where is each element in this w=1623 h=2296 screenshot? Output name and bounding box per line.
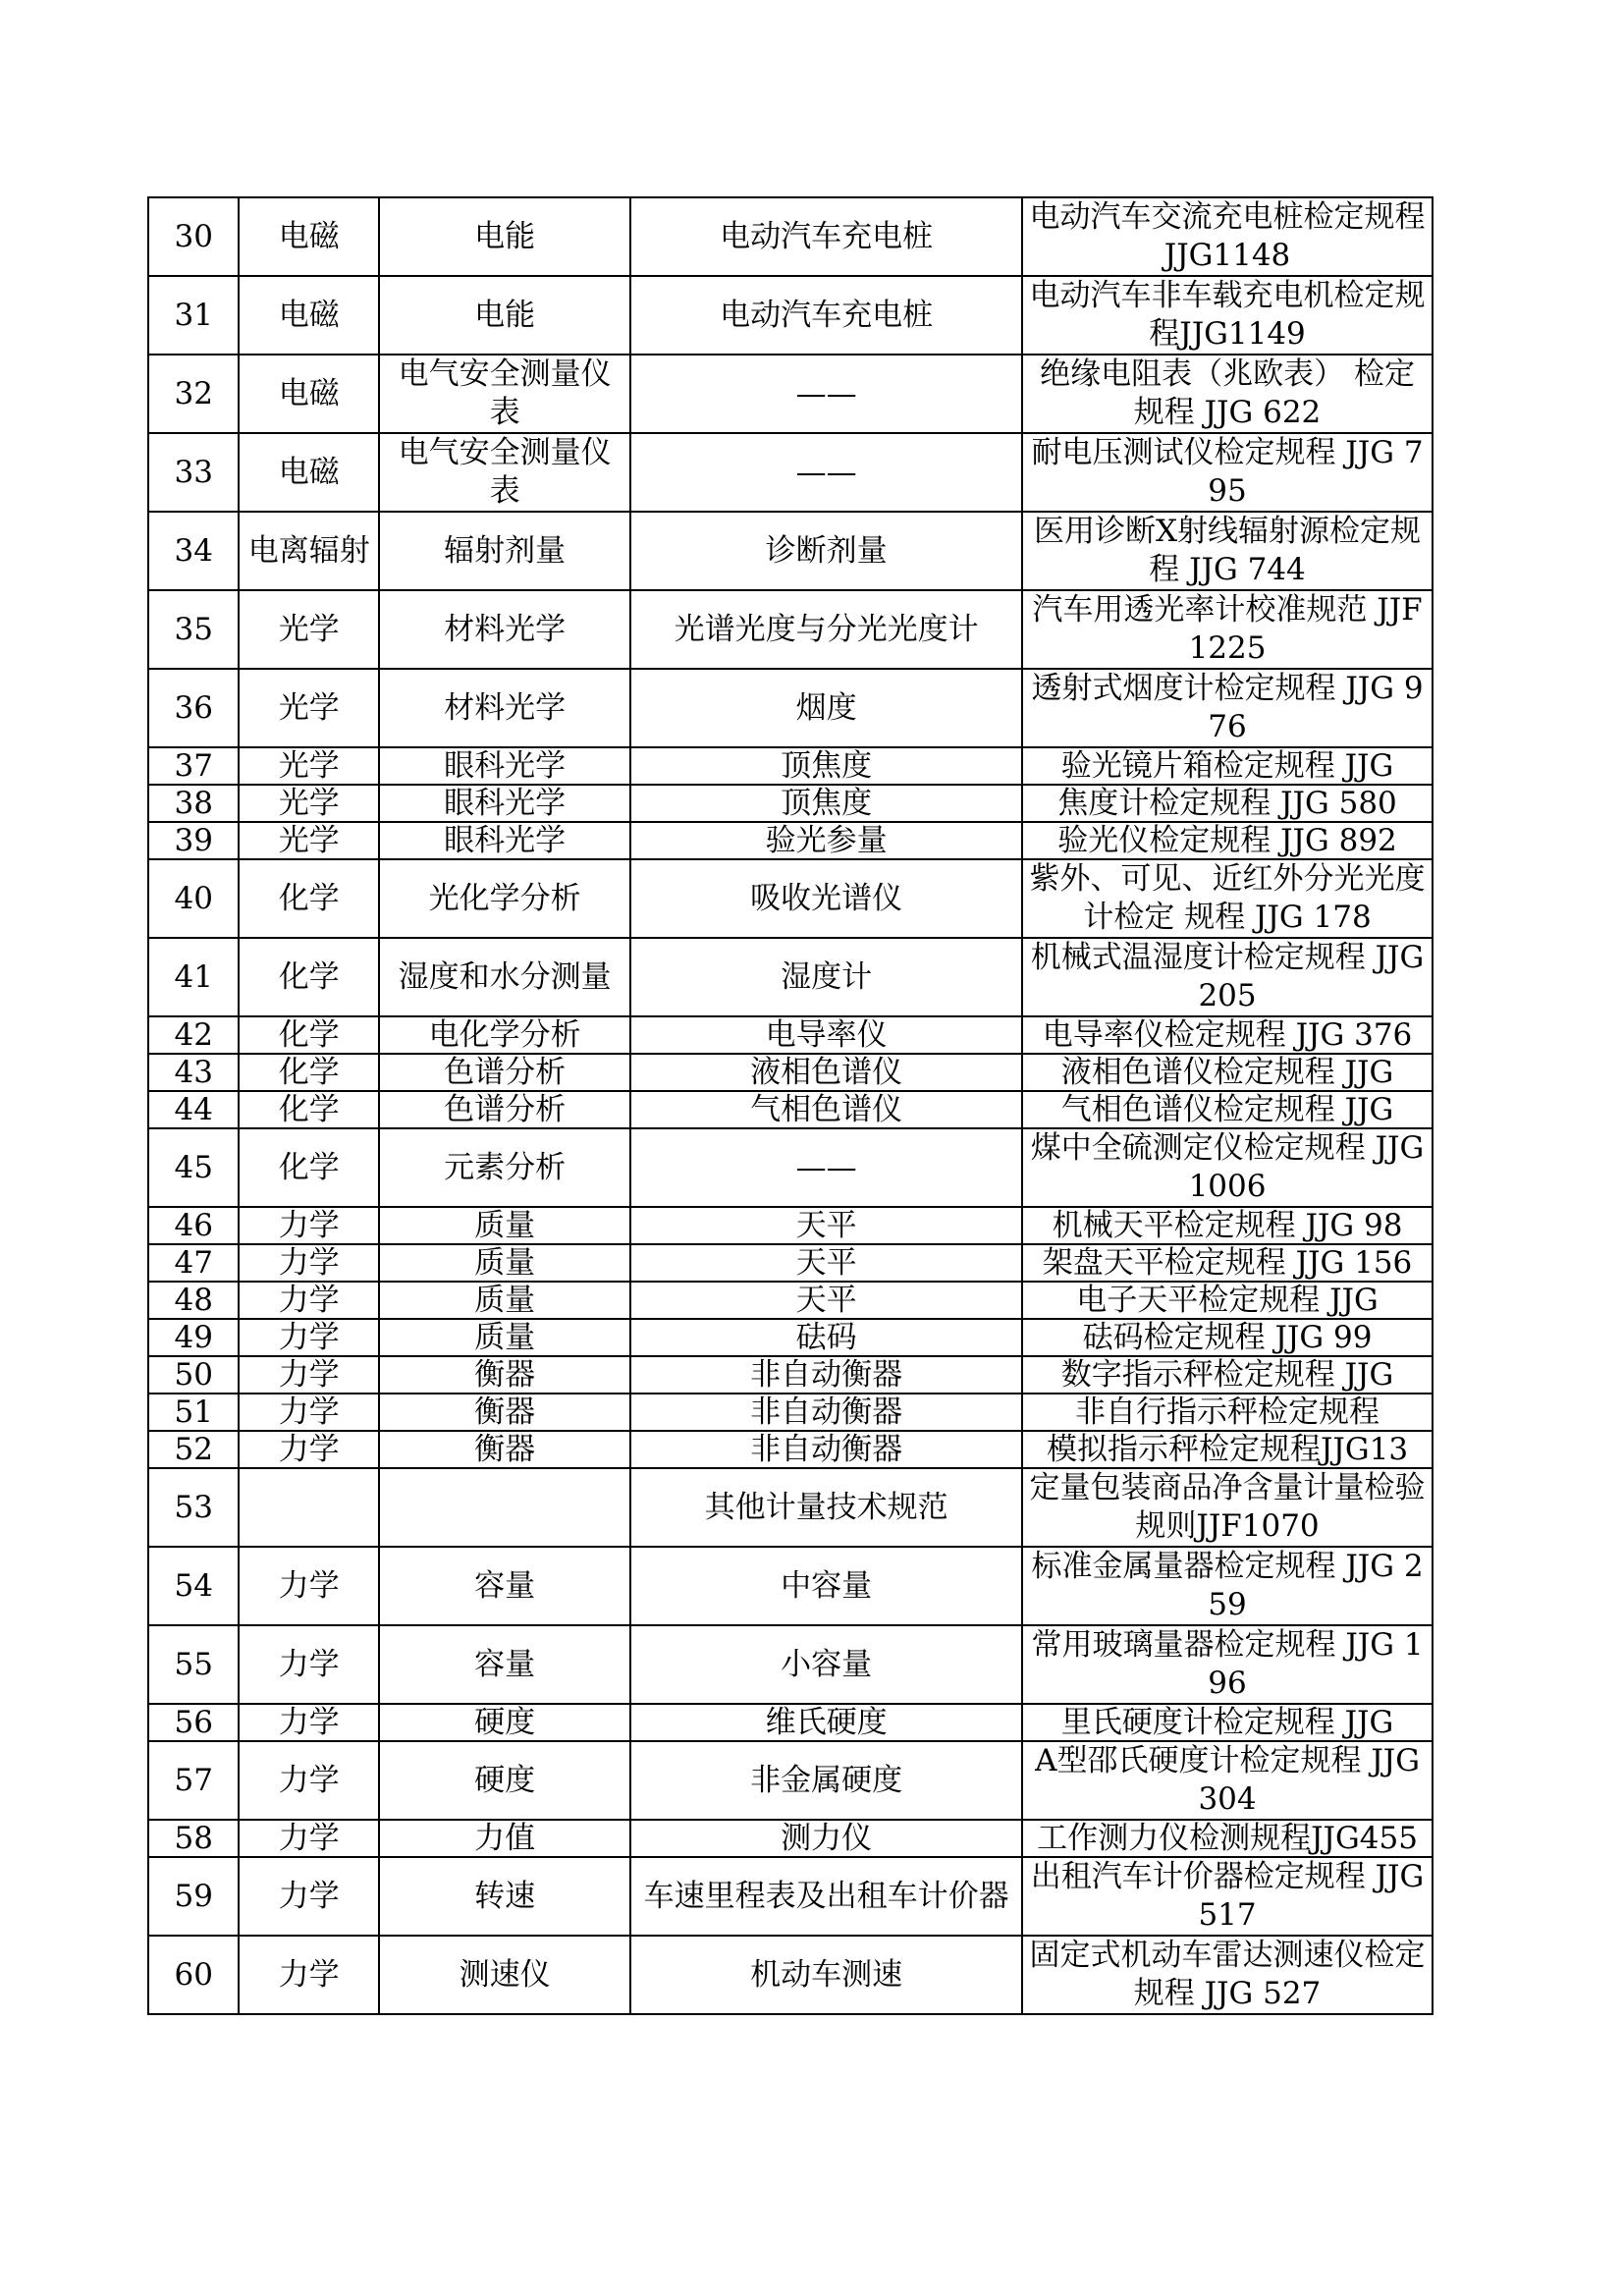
field-cell: 光学 xyxy=(239,747,379,785)
item-cell: 维氏硬度 xyxy=(630,1704,1022,1741)
field-cell: 光学 xyxy=(239,669,379,747)
table-row xyxy=(148,433,1433,512)
table-row xyxy=(148,1054,1433,1091)
row-number-cell: 32 xyxy=(148,355,239,433)
field-cell: 力学 xyxy=(239,1741,379,1820)
field-cell: 化学 xyxy=(239,1054,379,1091)
field-cell: 化学 xyxy=(239,1016,379,1054)
field-cell: 力学 xyxy=(239,1244,379,1282)
item-cell: 烟度 xyxy=(630,669,1022,747)
item-cell: 天平 xyxy=(630,1244,1022,1282)
field-cell: 化学 xyxy=(239,859,379,938)
table-row xyxy=(148,1468,1433,1547)
category-cell: 电能 xyxy=(379,276,630,355)
category-cell: 转速 xyxy=(379,1857,630,1936)
item-cell: 湿度计 xyxy=(630,938,1022,1016)
item-cell: —— xyxy=(630,355,1022,433)
verification-spec-table xyxy=(147,196,1434,2015)
table-row xyxy=(148,1936,1433,2014)
category-cell: 眼科光学 xyxy=(379,785,630,822)
field-cell: 化学 xyxy=(239,1091,379,1128)
spec-cell: 汽车用透光率计校准规范 JJF 1225 xyxy=(1022,590,1433,669)
table-row xyxy=(148,1356,1433,1394)
table-row xyxy=(148,512,1433,590)
category-cell: 材料光学 xyxy=(379,590,630,669)
table-row xyxy=(148,1704,1433,1741)
row-number-cell: 56 xyxy=(148,1704,239,1741)
table-row xyxy=(148,1282,1433,1319)
item-cell: 液相色谱仪 xyxy=(630,1054,1022,1091)
item-cell: 非自动衡器 xyxy=(630,1431,1022,1468)
table-row xyxy=(148,1091,1433,1128)
row-number-cell: 49 xyxy=(148,1319,239,1356)
table-row xyxy=(148,1431,1433,1468)
row-number-cell: 40 xyxy=(148,859,239,938)
spec-cell: 数字指示秤检定规程 JJG xyxy=(1022,1356,1433,1394)
field-cell: 力学 xyxy=(239,1282,379,1319)
item-cell: 非自动衡器 xyxy=(630,1394,1022,1431)
item-cell: 诊断剂量 xyxy=(630,512,1022,590)
category-cell: 测速仪 xyxy=(379,1936,630,2014)
row-number-cell: 38 xyxy=(148,785,239,822)
row-number-cell: 53 xyxy=(148,1468,239,1547)
category-cell: 电气安全测量仪表 xyxy=(379,433,630,512)
table-row xyxy=(148,276,1433,355)
field-cell: 光学 xyxy=(239,590,379,669)
row-number-cell: 30 xyxy=(148,197,239,276)
row-number-cell: 50 xyxy=(148,1356,239,1394)
field-cell: 力学 xyxy=(239,1936,379,2014)
field-cell: 光学 xyxy=(239,822,379,859)
category-cell: 容量 xyxy=(379,1547,630,1625)
field-cell: 力学 xyxy=(239,1704,379,1741)
field-cell: 力学 xyxy=(239,1356,379,1394)
spec-cell: 机械式温湿度计检定规程 JJG 205 xyxy=(1022,938,1433,1016)
item-cell: 电动汽车充电桩 xyxy=(630,276,1022,355)
row-number-cell: 37 xyxy=(148,747,239,785)
row-number-cell: 41 xyxy=(148,938,239,1016)
row-number-cell: 36 xyxy=(148,669,239,747)
item-cell: 砝码 xyxy=(630,1319,1022,1356)
category-cell: 电化学分析 xyxy=(379,1016,630,1054)
item-cell: 车速里程表及出租车计价器 xyxy=(630,1857,1022,1936)
category-cell: 容量 xyxy=(379,1625,630,1704)
item-cell: 天平 xyxy=(630,1207,1022,1244)
item-cell: 光谱光度与分光光度计 xyxy=(630,590,1022,669)
spec-cell: 煤中全硫测定仪检定规程 JJG 1006 xyxy=(1022,1128,1433,1207)
spec-cell: 固定式机动车雷达测速仪检定规程 JJG 527 xyxy=(1022,1936,1433,2014)
row-number-cell: 33 xyxy=(148,433,239,512)
item-cell: —— xyxy=(630,433,1022,512)
category-cell: 质量 xyxy=(379,1244,630,1282)
category-cell: 色谱分析 xyxy=(379,1091,630,1128)
field-cell: 光学 xyxy=(239,785,379,822)
category-cell: 光化学分析 xyxy=(379,859,630,938)
item-cell: 小容量 xyxy=(630,1625,1022,1704)
table-row xyxy=(148,197,1433,276)
spec-cell: 气相色谱仪检定规程 JJG xyxy=(1022,1091,1433,1128)
item-cell: 非自动衡器 xyxy=(630,1356,1022,1394)
item-cell: 电导率仪 xyxy=(630,1016,1022,1054)
table-row xyxy=(148,1625,1433,1704)
spec-cell: 架盘天平检定规程 JJG 156 xyxy=(1022,1244,1433,1282)
table-row xyxy=(148,859,1433,938)
category-cell: 衡器 xyxy=(379,1394,630,1431)
row-number-cell: 51 xyxy=(148,1394,239,1431)
spec-cell: 常用玻璃量器检定规程 JJG 196 xyxy=(1022,1625,1433,1704)
item-cell: —— xyxy=(630,1128,1022,1207)
row-number-cell: 44 xyxy=(148,1091,239,1128)
table-row xyxy=(148,1394,1433,1431)
item-cell: 天平 xyxy=(630,1282,1022,1319)
table-body xyxy=(148,197,1433,2014)
spec-cell: 电导率仪检定规程 JJG 376 xyxy=(1022,1016,1433,1054)
spec-cell: 电动汽车交流充电桩检定规程JJG1148 xyxy=(1022,197,1433,276)
spec-cell: 模拟指示秤检定规程JJG13 xyxy=(1022,1431,1433,1468)
table-row xyxy=(148,669,1433,747)
spec-cell: 出租汽车计价器检定规程 JJG 517 xyxy=(1022,1857,1433,1936)
table-row xyxy=(148,1016,1433,1054)
row-number-cell: 57 xyxy=(148,1741,239,1820)
spec-cell: 验光仪检定规程 JJG 892 xyxy=(1022,822,1433,859)
category-cell: 质量 xyxy=(379,1207,630,1244)
spec-cell: 焦度计检定规程 JJG 580 xyxy=(1022,785,1433,822)
row-number-cell: 55 xyxy=(148,1625,239,1704)
spec-cell: 标准金属量器检定规程 JJG 259 xyxy=(1022,1547,1433,1625)
category-cell: 质量 xyxy=(379,1282,630,1319)
spec-cell: 电子天平检定规程 JJG xyxy=(1022,1282,1433,1319)
row-number-cell: 46 xyxy=(148,1207,239,1244)
item-cell: 机动车测速 xyxy=(630,1936,1022,2014)
spec-cell: 透射式烟度计检定规程 JJG 976 xyxy=(1022,669,1433,747)
table-row xyxy=(148,1244,1433,1282)
item-cell: 吸收光谱仪 xyxy=(630,859,1022,938)
item-cell: 中容量 xyxy=(630,1547,1022,1625)
spec-cell: 机械天平检定规程 JJG 98 xyxy=(1022,1207,1433,1244)
field-cell: 电磁 xyxy=(239,355,379,433)
category-cell: 衡器 xyxy=(379,1431,630,1468)
category-cell: 眼科光学 xyxy=(379,822,630,859)
row-number-cell: 31 xyxy=(148,276,239,355)
row-number-cell: 43 xyxy=(148,1054,239,1091)
category-cell: 辐射剂量 xyxy=(379,512,630,590)
field-cell: 电磁 xyxy=(239,197,379,276)
field-cell: 电磁 xyxy=(239,276,379,355)
category-cell: 力值 xyxy=(379,1820,630,1857)
spec-cell: 里氏硬度计检定规程 JJG xyxy=(1022,1704,1433,1741)
field-cell: 化学 xyxy=(239,938,379,1016)
table-row xyxy=(148,785,1433,822)
field-cell: 力学 xyxy=(239,1820,379,1857)
table-row xyxy=(148,1820,1433,1857)
category-cell: 材料光学 xyxy=(379,669,630,747)
row-number-cell: 42 xyxy=(148,1016,239,1054)
category-cell: 电气安全测量仪表 xyxy=(379,355,630,433)
item-cell: 验光参量 xyxy=(630,822,1022,859)
item-cell: 非金属硬度 xyxy=(630,1741,1022,1820)
table-row xyxy=(148,822,1433,859)
field-cell: 化学 xyxy=(239,1128,379,1207)
field-cell: 力学 xyxy=(239,1319,379,1356)
field-cell: 力学 xyxy=(239,1394,379,1431)
field-cell: 电磁 xyxy=(239,433,379,512)
row-number-cell: 47 xyxy=(148,1244,239,1282)
field-cell: 力学 xyxy=(239,1625,379,1704)
field-cell xyxy=(239,1468,379,1547)
category-cell: 元素分析 xyxy=(379,1128,630,1207)
spec-cell: 耐电压测试仪检定规程 JJG 795 xyxy=(1022,433,1433,512)
category-cell: 湿度和水分测量 xyxy=(379,938,630,1016)
row-number-cell: 35 xyxy=(148,590,239,669)
table-row xyxy=(148,590,1433,669)
field-cell: 力学 xyxy=(239,1207,379,1244)
spec-cell: 紫外、可见、近红外分光光度计检定 规程 JJG 178 xyxy=(1022,859,1433,938)
item-cell: 其他计量技术规范 xyxy=(630,1468,1022,1547)
table-row xyxy=(148,938,1433,1016)
row-number-cell: 48 xyxy=(148,1282,239,1319)
item-cell: 电动汽车充电桩 xyxy=(630,197,1022,276)
item-cell: 顶焦度 xyxy=(630,785,1022,822)
table-row xyxy=(148,1207,1433,1244)
field-cell: 力学 xyxy=(239,1857,379,1936)
spec-cell: A型邵氏硬度计检定规程 JJG 304 xyxy=(1022,1741,1433,1820)
row-number-cell: 45 xyxy=(148,1128,239,1207)
spec-cell: 绝缘电阻表（兆欧表） 检定规程 JJG 622 xyxy=(1022,355,1433,433)
spec-cell: 电动汽车非车载充电机检定规程JJG1149 xyxy=(1022,276,1433,355)
row-number-cell: 34 xyxy=(148,512,239,590)
row-number-cell: 60 xyxy=(148,1936,239,2014)
table-row xyxy=(148,1547,1433,1625)
category-cell: 衡器 xyxy=(379,1356,630,1394)
category-cell: 质量 xyxy=(379,1319,630,1356)
field-cell: 力学 xyxy=(239,1547,379,1625)
table-row xyxy=(148,747,1433,785)
row-number-cell: 52 xyxy=(148,1431,239,1468)
item-cell: 顶焦度 xyxy=(630,747,1022,785)
category-cell: 硬度 xyxy=(379,1704,630,1741)
table-row xyxy=(148,1128,1433,1207)
field-cell: 电离辐射 xyxy=(239,512,379,590)
row-number-cell: 58 xyxy=(148,1820,239,1857)
category-cell: 硬度 xyxy=(379,1741,630,1820)
table-row xyxy=(148,1857,1433,1936)
spec-cell: 非自行指示秤检定规程 xyxy=(1022,1394,1433,1431)
row-number-cell: 54 xyxy=(148,1547,239,1625)
field-cell: 力学 xyxy=(239,1431,379,1468)
spec-cell: 工作测力仪检测规程JJG455 xyxy=(1022,1820,1433,1857)
table-row xyxy=(148,1741,1433,1820)
table-row xyxy=(148,355,1433,433)
row-number-cell: 59 xyxy=(148,1857,239,1936)
row-number-cell: 39 xyxy=(148,822,239,859)
category-cell: 电能 xyxy=(379,197,630,276)
category-cell xyxy=(379,1468,630,1547)
category-cell: 色谱分析 xyxy=(379,1054,630,1091)
spec-cell: 验光镜片箱检定规程 JJG xyxy=(1022,747,1433,785)
spec-cell: 定量包装商品净含量计量检验规则JJF1070 xyxy=(1022,1468,1433,1547)
category-cell: 眼科光学 xyxy=(379,747,630,785)
spec-cell: 医用诊断X射线辐射源检定规程 JJG 744 xyxy=(1022,512,1433,590)
table-row xyxy=(148,1319,1433,1356)
item-cell: 测力仪 xyxy=(630,1820,1022,1857)
spec-cell: 砝码检定规程 JJG 99 xyxy=(1022,1319,1433,1356)
spec-cell: 液相色谱仪检定规程 JJG xyxy=(1022,1054,1433,1091)
item-cell: 气相色谱仪 xyxy=(630,1091,1022,1128)
